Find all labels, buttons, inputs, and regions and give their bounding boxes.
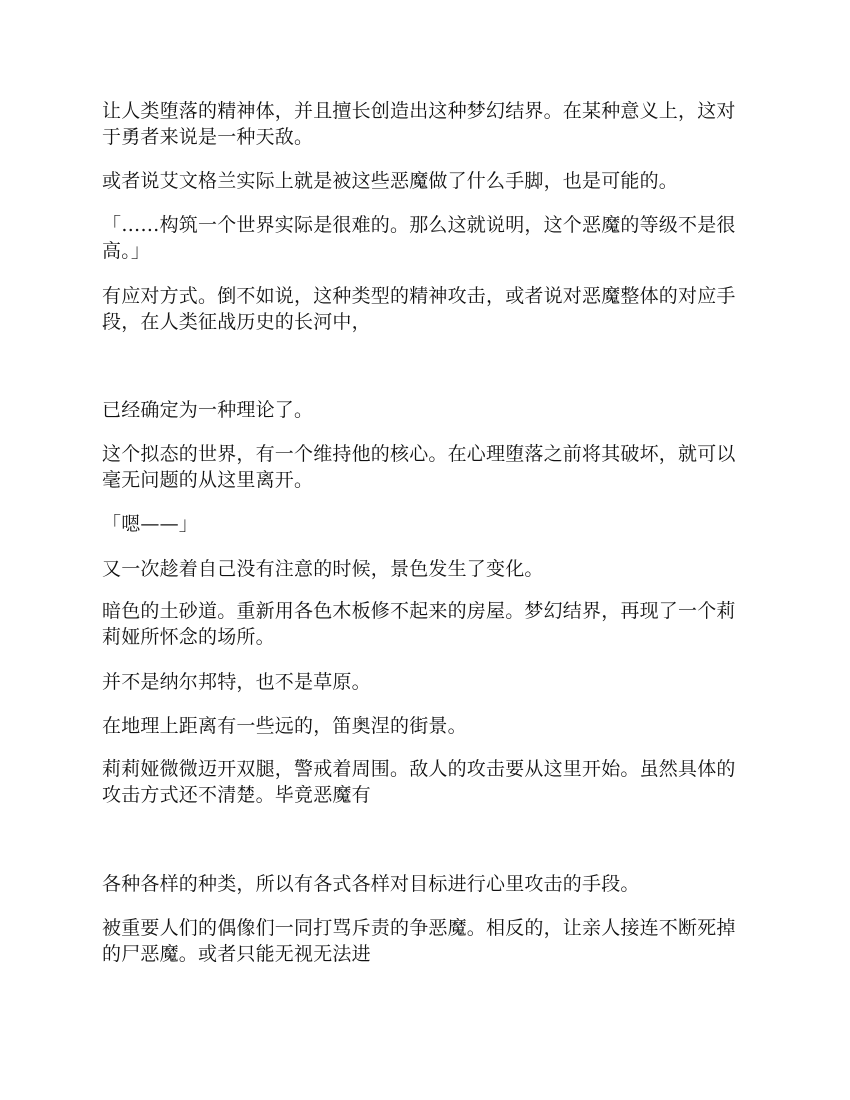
paragraph: 被重要人们的偶像们一同打骂斥责的争恶魔。相反的，让亲人接连不断死掉的尸恶魔。或者只能无视无法进 [102,917,736,965]
paragraph: 或者说艾文格兰实际上就是被这些恶魔做了什么手脚，也是可能的。 [102,170,679,192]
paragraph: 各种各样的种类，所以有各式各样对目标进行心里攻击的手段。 [102,873,640,895]
paragraph: 这个拟态的世界，有一个维持他的核心。在心理堕落之前将其破坏，就可以毫无问题的从这里离开。 [102,443,736,491]
paragraph: 有应对方式。倒不如说，这种类型的精神攻击，或者说对恶魔整体的对应手段，在人类征战历史的长河中， [102,285,736,333]
paragraph: 已经确定为一种理论了。 [102,399,314,421]
paragraph: 并不是纳尔邦特，也不是草原。 [102,671,371,693]
dialogue-paragraph: 「……构筑一个世界实际是很难的。那么这就说明，这个恶魔的等级不是很高。」 [102,214,736,262]
paragraph: 让人类堕落的精神体，并且擅长创造出这种梦幻结界。在某种意义上，这对于勇者来说是一种天敌。 [102,100,736,148]
paragraph: 暗色的土砂道。重新用各色木板修不起来的房屋。梦幻结界，再现了一个莉莉娅所怀念的场所。 [102,600,736,648]
paragraph: 又一次趁着自己没有注意的时候，景色发生了变化。 [102,558,544,580]
paragraph: 莉莉娅微微迈开双腿，警戒着周围。敌人的攻击要从这里开始。虽然具体的攻击方式还不清楚。毕竟恶魔有 [102,758,736,806]
dialogue-paragraph: 「嗯——」 [102,513,199,535]
paragraph: 在地理上距离有一些远的，笛奥涅的街景。 [102,715,467,737]
